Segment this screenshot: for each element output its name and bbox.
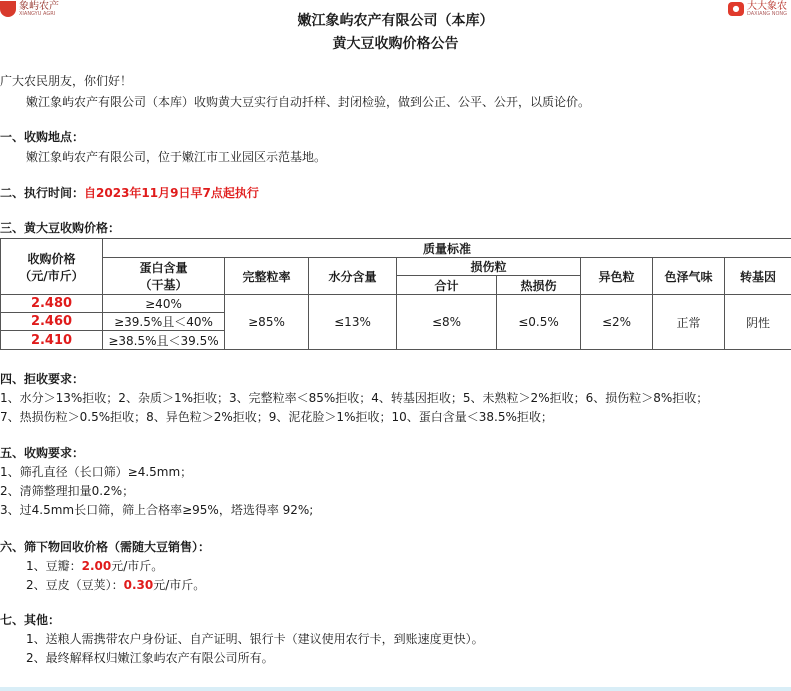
greeting: 广大农民朋友，你们好！ <box>0 74 133 88</box>
section-time-heading: 二、执行时间： <box>0 186 85 200</box>
price-cell: 2.410 <box>1 331 103 350</box>
other-line-2: 2、最终解释权归嫩江象屿农产有限公司所有。 <box>26 651 274 665</box>
price-table <box>0 238 791 350</box>
section-location-heading: 一、收购地点： <box>0 130 85 144</box>
section-price-heading: 三、黄大豆收购价格： <box>0 221 121 235</box>
byproduct-1-label: 1、豆瓣： <box>26 559 82 573</box>
logo-left-name: 象屿农产 <box>19 0 59 12</box>
total-header: 合计 <box>397 276 497 295</box>
logo-right-sub: DAXIANG NONG <box>747 10 787 17</box>
logo-mark-icon: ● <box>728 2 744 16</box>
section-reject-heading: 四、拒收要求： <box>0 372 85 386</box>
intact-header: 完整粒率 <box>225 258 309 295</box>
protein-cell: ≥38.5%且＜39.5% <box>103 331 225 350</box>
reject-line-1: 1、水分＞13%拒收；2、杂质＞1%拒收；3、完整粒率＜85%拒收；4、转基因拒收；5、未熟粒＞2%拒收；6、损伤粒＞8%拒收； <box>0 391 709 405</box>
price-header-line2: （元/市斤） <box>19 268 84 283</box>
section-other-heading: 七、其他： <box>0 613 61 627</box>
section-require-heading: 五、收购要求： <box>0 446 85 460</box>
bottom-bar <box>0 687 791 691</box>
colorsmell-header: 色泽气味 <box>653 258 725 295</box>
section-location-body: 嫩江象屿农产有限公司，位于嫩江市工业园区示范基地。 <box>26 150 327 164</box>
byproduct-line-1 <box>26 557 163 574</box>
price-header-line1: 收购价格 <box>27 251 76 266</box>
quality-header: 质量标准 <box>103 239 791 258</box>
heat-header: 热损伤 <box>497 276 581 295</box>
byproduct-2-unit: 元/市斤。 <box>153 578 206 592</box>
company-title: 嫩江象屿农产有限公司（本库） <box>297 13 494 29</box>
logo-left-sub: XIANGYU AGRI <box>19 10 56 17</box>
colorsmell-value: 正常 <box>653 295 725 350</box>
offcolor-header: 异色粒 <box>581 258 653 295</box>
logo-right-name: 大大象农 <box>747 0 787 12</box>
section-time-value: 自2023年11月9日早7点起执行 <box>84 186 259 200</box>
protein-cell: ≥40% <box>103 295 225 313</box>
price-header <box>1 239 103 295</box>
byproduct-line-2 <box>26 576 205 593</box>
price-cell: 2.460 <box>1 313 103 331</box>
protein-header <box>103 258 225 295</box>
heat-value: ≤0.5% <box>497 295 581 350</box>
require-line-3: 3、过4.5mm长口筛，筛上合格率≥95%，塔选得率 92%; <box>0 503 314 517</box>
moisture-header: 水分含量 <box>309 258 397 295</box>
protein-cell: ≥39.5%且＜40% <box>103 313 225 331</box>
protein-header-line2: （干基） <box>139 278 188 292</box>
protein-header-line1: 蛋白含量 <box>139 261 188 275</box>
reject-line-2: 7、热损伤粒＞0.5%拒收；8、异色粒＞2%拒收；9、泥花脸＞1%拒收；10、蛋白含量＜38.5%拒收； <box>0 410 553 424</box>
gmo-header: 转基因 <box>725 258 791 295</box>
byproduct-1-unit: 元/市斤。 <box>111 559 164 573</box>
byproduct-2-price: 0.30 <box>123 578 154 592</box>
intro-text: 嫩江象屿农产有限公司（本库）收购黄大豆实行自动扦样、封闭检验，做到公正、公平、公开，以质论价。 <box>26 95 591 109</box>
total-value: ≤8% <box>397 295 497 350</box>
section-time <box>0 184 259 201</box>
require-line-2: 2、清筛整理扣量0.2%； <box>0 484 135 498</box>
price-cell: 2.480 <box>1 295 103 313</box>
byproduct-2-label: 2、豆皮（豆荚）： <box>26 578 124 592</box>
other-line-1: 1、送粮人需携带农户身份证、自产证明、银行卡（建议使用农行卡，到账速度更快）。 <box>26 632 484 646</box>
section-byproduct-heading: 六、筛下物回收价格（需随大豆销售）： <box>0 540 211 554</box>
gmo-value: 阴性 <box>725 295 791 350</box>
offcolor-value: ≤2% <box>581 295 653 350</box>
notice-title: 黄大豆收购价格公告 <box>332 36 459 52</box>
byproduct-1-price: 2.00 <box>81 559 112 573</box>
intact-value: ≥85% <box>225 295 309 350</box>
moisture-value: ≤13% <box>309 295 397 350</box>
damaged-header: 损伤粒 <box>397 258 581 276</box>
require-line-1: 1、筛孔直径（长口筛）≥4.5mm； <box>0 465 193 479</box>
